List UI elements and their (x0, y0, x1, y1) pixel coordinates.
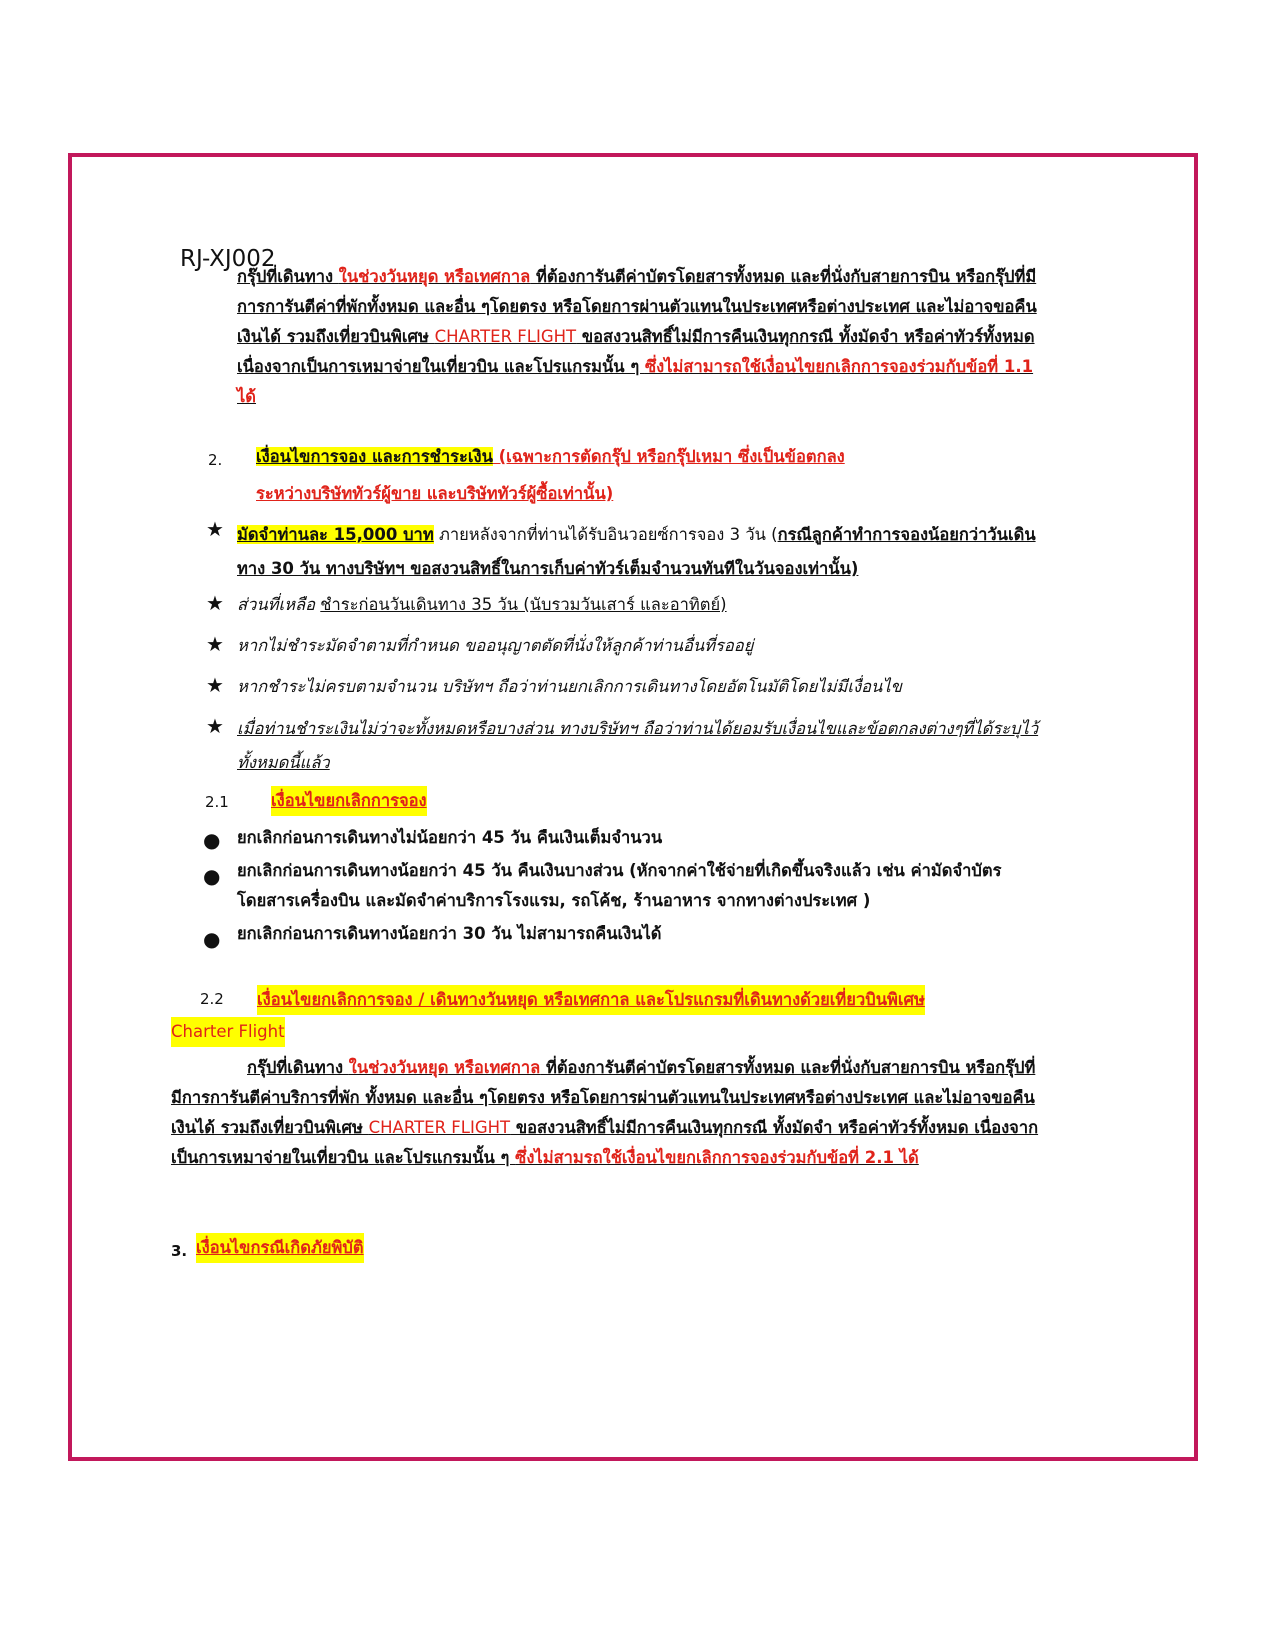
star-icon: ★ (206, 517, 224, 541)
s22-text-1: กรุ๊ปที่เดินทาง (247, 1058, 349, 1077)
star-item-deposit (237, 518, 1045, 586)
star-icon: ★ (206, 591, 224, 615)
section-2-2-title-2: Charter Flight (171, 1017, 285, 1047)
s22-condition-text: ซึ่งไม่สามรถใช้เงื่อนไขยกเลิกการจองร่วมกับข้อที่ 2.1 ได้ (515, 1148, 919, 1167)
balance-due: ชำระก่อนวันเดินทาง 35 วัน (นับรวมวันเสาร์ และอาทิตย์) (320, 595, 727, 614)
section-2-2-title-1: เงื่อนไขยกเลิกการจอง / เดินทางวันหยุด หรือเทศกาล และโปรแกรมที่เดินทางด้วยเที่ยวบินพิเศษ (257, 985, 925, 1015)
section-2-2-paragraph (171, 1053, 1045, 1173)
section-2-title: เงื่อนไขการจอง และการชำระเงิน (256, 447, 493, 466)
section-2-2-number: 2.2 (200, 990, 224, 1008)
cancel-item-45-plus: ยกเลิกก่อนการเดินทางไม่น้อยกว่า 45 วัน คืนเงินเต็มจำนวน (237, 828, 663, 847)
section-3-number: 3. (171, 1242, 188, 1260)
s22-text-3: ที่ต้องการันตีค่าบัตรโดยสารทั้งหมด และที่นั่งกับสายการบิน หรือกรุ๊ปที่มีการการันตีค่าบริการที่พัก ทั้งหมด และอื่น ๆโดยตรง หรือโดยการผ่านตัวแทนในประเทศหรือต่างประเทศ และไม่อาจขอคืนเงินได้ รวมถึงเที่ยวบินพิเศษ (171, 1058, 1036, 1137)
star-item-acceptance: เมื่อท่านชำระเงินไม่ว่าจะทั้งหมดหรือบางส่วน ทางบริษัทฯ ถือว่าท่านได้ยอมรับเงื่อนไขและข้อตกลงต่างๆที่ได้ระบุไว้ทั้งหมดนี้แล้ว (237, 719, 1039, 772)
section-2-note-2: ระหว่างบริษัททัวร์ผู้ขาย และบริษัททัวร์ผู้ซื้อเท่านั้น) (256, 484, 614, 503)
star-icon: ★ (206, 632, 224, 656)
intro-holiday-text: ในช่วงวันหยุด หรือเทศกาล (338, 267, 531, 286)
bullet-icon: ● (203, 828, 221, 852)
star-item-balance (237, 590, 727, 620)
star-item-no-deposit: หากไม่ชำระมัดจำตามที่กำหนด ขออนุญาตตัดที่นั่งให้ลูกค้าท่านอื่นที่รออยู่ (237, 636, 754, 655)
star-icon: ★ (206, 673, 224, 697)
intro-text-3: ที่ต้องการันตีค่าบัตรโดยสารทั้งหมด และที่นั่งกับสายการบิน หรือกรุ๊ปที่มีการการันตีค่าที่พักทั้งหมด และอื่น ๆโดยตรง หรือโดยการผ่านตัวแทนในประเทศหรือต่างประเทศ และไม่อาจขอคืนเงินได้ รวมถึงเที่ยวบินพิเศษ (237, 267, 1037, 346)
s22-text-5: ขอสงวนสิทธิ์ไม่มีการคืนเงินทุกกรณี ทั้งมัดจำ หรือค่าทัวร์ทั้งหมด เนื่องจากเป็นการเหมาจ่ายในเที่ยวบิน และโปรแกรมนั้น ๆ (171, 1118, 1039, 1167)
section-2-1-number: 2.1 (205, 793, 229, 811)
s22-holiday-text: ในช่วงวันหยุด หรือเทศกาล (348, 1058, 541, 1077)
document-code: RJ-XJ002 (180, 246, 276, 272)
deposit-condition: กรณีลูกค้าทำการจองน้อยกว่าวันเดินทาง 30 วัน ทางบริษัทฯ ขอสงวนสิทธิ์ในการเก็บค่าทัวร์เต็มจำนวนทันทีในวันจองเท่านั้น) (237, 525, 1036, 578)
cancel-item-under-30: ยกเลิกก่อนการเดินทางน้อยกว่า 30 วัน ไม่สามารถคืนเงินได้ (237, 924, 662, 943)
section-2-heading (256, 442, 1056, 472)
intro-text-1: กรุ๊ปที่เดินทาง (237, 267, 339, 286)
star-item-partial-payment: หากชำระไม่ครบตามจำนวน บริษัทฯ ถือว่าท่านยกเลิกการเดินทางโดยอัตโนมัติโดยไม่มีเงื่อนไข (237, 677, 902, 696)
deposit-text: ภายหลังจากที่ท่านได้รับอินวอยซ์การจอง 3 วัน ( (433, 525, 778, 544)
bullet-icon: ● (203, 864, 221, 888)
s22-charter-text: CHARTER FLIGHT (368, 1118, 511, 1137)
section-2-number: 2. (208, 451, 223, 469)
section-3-title: เงื่อนไขกรณีเกิดภัยพิบัติ (196, 1233, 364, 1263)
section-2-1-title: เงื่อนไขยกเลิกการจอง (271, 786, 427, 816)
bullet-icon: ● (203, 927, 221, 951)
star-icon: ★ (206, 714, 224, 738)
intro-condition-text: ซึ่งไม่สามารถใช้เงื่อนไขยกเลิกการจองร่วมกับข้อที่ 1.1 ได้ (237, 357, 1034, 406)
intro-text-5: ขอสงวนสิทธิ์ไม่มีการคืนเงินทุกกรณี ทั้งมัดจำ หรือค่าทัวร์ทั้งหมด เนื่องจากเป็นการเหมาจ่ายในเที่ยวบิน และโปรแกรมนั้น ๆ (237, 327, 1035, 376)
intro-paragraph (237, 262, 1045, 412)
balance-label: ส่วนที่เหลือ (237, 595, 321, 614)
intro-charter-text: CHARTER FLIGHT (434, 327, 577, 346)
section-2-note-1: (เฉพาะการตัดกรุ๊ป หรือกรุ๊ปเหมา ซึ่งเป็นข้อตกลง (492, 447, 845, 466)
cancel-item-under-45: ยกเลิกก่อนการเดินทางน้อยกว่า 45 วัน คืนเงินบางส่วน (หักจากค่าใช้จ่ายที่เกิดขึ้นจริงแล้ว เช่น ค่ามัดจำบัตรโดยสารเครื่องบิน และมัดจำค่าบริการโรงแรม, รถโค้ช, ร้านอาหาร จากทางต่างประเทศ ) (237, 861, 1002, 910)
deposit-amount: มัดจำท่านละ 15,000 บาท (237, 525, 434, 544)
